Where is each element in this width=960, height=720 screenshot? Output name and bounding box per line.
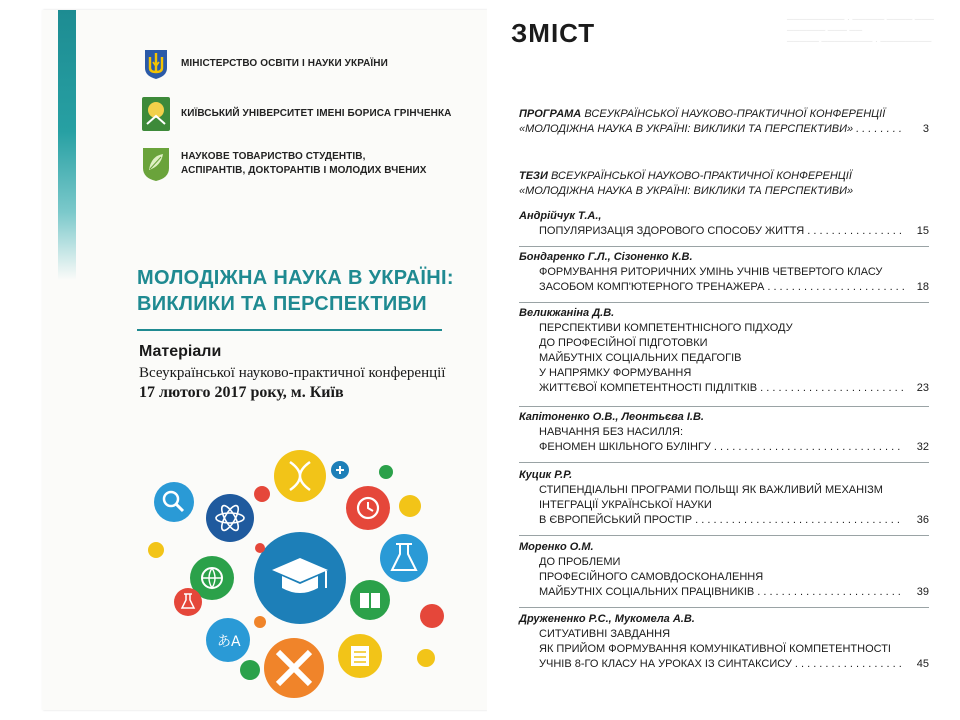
entry-author: Куцик Р.Р. — [519, 469, 573, 481]
program-heading: ПРОГРАМА ВСЕУКРАЇНСЬКОЇ НАУКОВО-ПРАКТИЧНОЇ КОНФЕРЕНЦІЇ — [519, 108, 886, 120]
science-emblem — [132, 450, 462, 700]
theses-subtitle: «МОЛОДІЖНА НАУКА В УКРАЇНІ: ВИКЛИКИ ТА ПЕРСПЕКТИВИ» — [519, 185, 854, 197]
org-university — [139, 94, 452, 134]
entry-page: 18 — [916, 281, 929, 293]
org-ministry-name: МІНІСТЕРСТВО ОСВІТИ І НАУКИ УКРАЇНИ — [181, 58, 388, 69]
entry-page: 36 — [916, 514, 929, 526]
program-subtitle: «МОЛОДІЖНА НАУКА В УКРАЇНІ: ВИКЛИКИ ТА ПЕРСПЕКТИВИ» . . . 3 — [519, 122, 929, 137]
toc-heading: ЗМІСТ — [511, 18, 596, 48]
entry-author: Капітоненко О.В., Леонтьєва І.В. — [519, 411, 704, 423]
entry-title-line: ПРОФЕСІЙНОГО САМОВДОСКОНАЛЕННЯ — [539, 571, 764, 583]
toc-entry — [519, 306, 929, 396]
entry-author: Моренко О.М. — [519, 541, 594, 553]
entry-title-line: МАЙБУТНІХ СОЦІАЛЬНИХ ПРАЦІВНИКІВ . . . 39 — [539, 585, 929, 600]
entry-title-line: ПОПУЛЯРИЗАЦІЯ ЗДОРОВОГО СПОСОБУ ЖИТТЯ . . . 15 — [539, 224, 929, 239]
entry-title-line: СИТУАТИВНІ ЗАВДАННЯ — [539, 628, 671, 640]
org-university-name: КИЇВСЬКИЙ УНІВЕРСИТЕТ ІМЕНІ БОРИСА ГРІНЧЕНКА — [181, 108, 452, 119]
center-circle — [254, 532, 346, 624]
org-society — [139, 144, 427, 184]
trident-icon — [139, 44, 173, 84]
flask-small-icon — [174, 588, 202, 616]
toc-entry — [519, 468, 929, 528]
toc-program — [519, 107, 929, 137]
conference-date: 17 лютого 2017 року, м. Київ — [139, 384, 344, 401]
separator — [519, 607, 929, 608]
dna-icon — [274, 450, 326, 502]
toc-theses — [519, 169, 929, 199]
entry-title-line: ДО ПРОФЕСІЙНОЇ ПІДГОТОВКИ — [539, 337, 708, 349]
show-through-text: ───────── · ───── ──── ─── ────── ─── ── ───── ──────── · ──────── — [787, 14, 934, 46]
cover-title — [137, 265, 477, 317]
entry-title-line: МАЙБУТНІХ СОЦІАЛЬНИХ ПЕДАГОГІВ — [539, 352, 742, 364]
entry-page: 45 — [916, 658, 929, 670]
entry-title-line: В ЄВРОПЕЙСЬКИЙ ПРОСТІР . . . 36 — [539, 513, 929, 528]
entry-title-line: ФЕНОМЕН ШКІЛЬНОГО БУЛІНГУ . . . 32 — [539, 440, 929, 455]
entry-page: 23 — [916, 382, 929, 394]
entry-author: Андрійчук Т.А., — [519, 210, 602, 222]
program-page: 3 — [922, 123, 929, 135]
book-icon — [350, 580, 390, 620]
cover-rule — [137, 329, 442, 331]
materials-block — [139, 343, 487, 403]
toc-entry — [519, 250, 929, 295]
conference-name: Всеукраїнської науково-практичної конференції — [139, 365, 446, 381]
entry-author: Бондаренко Г.Л., Сізоненко К.В. — [519, 251, 693, 263]
university-emblem-icon — [139, 94, 173, 134]
plus-icon — [331, 461, 349, 479]
history-icon — [346, 486, 390, 530]
svg-text:あA: あA — [217, 634, 241, 650]
toc-entry — [519, 209, 929, 239]
calculator-icon — [338, 634, 382, 678]
teal-strip — [58, 10, 76, 280]
theses-heading: ТЕЗИ ВСЕУКРАЇНСЬКОЇ НАУКОВО-ПРАКТИЧНОЇ КОНФЕРЕНЦІЇ — [519, 170, 852, 182]
translate-icon — [206, 618, 250, 662]
org-ministry — [139, 44, 388, 84]
cover-title-line2: ВИКЛИКИ ТА ПЕРСПЕКТИВИ — [137, 293, 427, 315]
cover-page — [42, 10, 487, 710]
entry-author: Дружененко Р.С., Мукомела А.В. — [519, 613, 695, 625]
entry-title-line: ІНТЕГРАЦІЇ УКРАЇНСЬКОЇ НАУКИ — [539, 499, 712, 511]
entry-title-line: НАВЧАННЯ БЕЗ НАСИЛЛЯ: — [539, 426, 684, 438]
entry-title-line: ПЕРСПЕКТИВИ КОМПЕТЕНТНІСНОГО ПІДХОДУ — [539, 322, 793, 334]
entry-title-line: УЧНІВ 8-ГО КЛАСУ НА УРОКАХ ІЗ СИНТАКСИСУ . . . 45 — [539, 657, 929, 672]
separator — [519, 406, 929, 407]
pencil-ruler-icon — [264, 638, 324, 698]
separator — [519, 462, 929, 463]
entry-title-line: ДО ПРОБЛЕМИ — [539, 556, 621, 568]
materials-label: Матеріали — [139, 343, 222, 360]
search-icon — [154, 482, 194, 522]
toc-entry — [519, 612, 929, 672]
separator — [519, 535, 929, 536]
entry-page: 15 — [916, 225, 929, 237]
entry-title-line: У НАПРЯМКУ ФОРМУВАННЯ — [539, 367, 692, 379]
entry-title-line: ФОРМУВАННЯ РИТОРИЧНИХ УМІНЬ УЧНІВ ЧЕТВЕРТОГО КЛАСУ — [539, 266, 883, 278]
entry-page: 32 — [916, 441, 929, 453]
entry-title-line: СТИПЕНДІАЛЬНІ ПРОГРАМИ ПОЛЬЩІ ЯК ВАЖЛИВИЙ МЕХАНІЗМ — [539, 484, 883, 496]
separator — [519, 246, 929, 247]
org-society-name-line1: НАУКОВЕ ТОВАРИСТВО СТУДЕНТІВ, — [181, 151, 366, 162]
contents-page — [487, 0, 960, 720]
flask-icon — [380, 534, 428, 582]
cover-title-line1: МОЛОДІЖНА НАУКА В УКРАЇНІ: — [137, 267, 454, 289]
entry-author: Великжаніна Д.В. — [519, 307, 615, 319]
entry-page: 39 — [916, 586, 929, 598]
atom-icon — [206, 494, 254, 542]
separator — [519, 302, 929, 303]
entry-title-line: ЯК ПРИЙОМ ФОРМУВАННЯ КОМУНІКАТИВНОЇ КОМПЕТЕНТНОСТІ — [539, 643, 891, 655]
toc-entry — [519, 540, 929, 600]
org-society-name-line2: АСПІРАНТІВ, ДОКТОРАНТІВ І МОЛОДИХ ВЧЕНИХ — [181, 165, 427, 176]
entry-title-line: ЖИТТЄВОЇ КОМПЕТЕНТНОСТІ ПІДЛІТКІВ . . . 23 — [539, 381, 929, 396]
leaf-emblem-icon — [139, 144, 173, 184]
entry-title-line: ЗАСОБОМ КОМП'ЮТЕРНОГО ТРЕНАЖЕРА . . . 18 — [539, 280, 929, 295]
toc-entry — [519, 410, 929, 455]
